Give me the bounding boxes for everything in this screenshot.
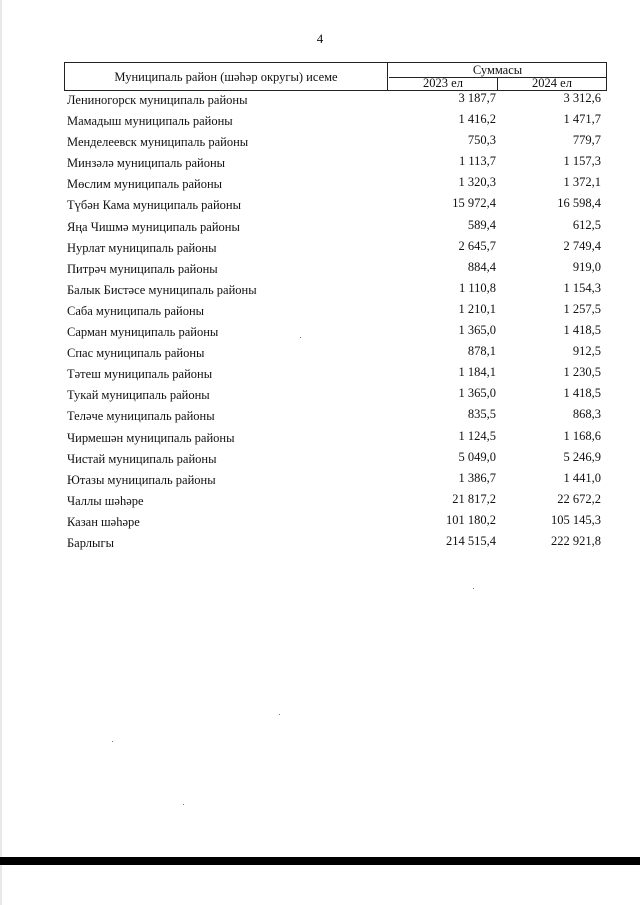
- row-value-2023: 1 320,3: [458, 175, 496, 190]
- row-value-2024: 22 672,2: [557, 491, 601, 506]
- row-value-2024: 1 257,5: [563, 301, 601, 316]
- row-value-2023: 835,5: [467, 407, 496, 422]
- row-value-2023: 3 187,7: [458, 91, 496, 105]
- table-row: [0, 153, 640, 174]
- row-value-2023: 1 386,7: [458, 470, 496, 485]
- row-value-2023: 214 515,4: [446, 533, 496, 548]
- row-value-2023: 884,4: [467, 259, 496, 274]
- table-row: [0, 280, 640, 301]
- row-value-2024: 1 168,6: [563, 428, 601, 443]
- table-row: [0, 238, 640, 259]
- scan-speck: [300, 337, 301, 338]
- row-value-2024: 1 471,7: [563, 112, 601, 127]
- row-value-2023: 878,1: [467, 344, 496, 359]
- row-value-2024: 16 598,4: [557, 196, 601, 211]
- row-value-2023: 1 113,7: [458, 154, 496, 169]
- row-value-2023: 5 049,0: [458, 449, 496, 464]
- row-name: Ютазы муниципаль районы: [67, 472, 216, 487]
- row-name: Лениногорск муниципаль районы: [67, 93, 248, 107]
- table-row: [0, 449, 640, 470]
- table-row: [0, 111, 640, 132]
- row-value-2024: 1 230,5: [563, 365, 601, 380]
- row-value-2024: 1 372,1: [563, 175, 601, 190]
- row-value-2023: 1 365,0: [458, 323, 496, 338]
- row-name: Теләче муниципаль районы: [67, 409, 215, 424]
- row-name: Мөслим муниципаль районы: [67, 177, 223, 192]
- row-value-2024: 612,5: [572, 217, 601, 232]
- row-value-2023: 589,4: [467, 217, 496, 232]
- row-value-2023: 15 972,4: [452, 196, 496, 211]
- row-value-2024: 912,5: [572, 344, 601, 359]
- row-name: Минзәлә муниципаль районы: [67, 156, 226, 171]
- table-row: [0, 470, 640, 491]
- row-name: Тукай муниципаль районы: [67, 388, 210, 403]
- row-name: Спас муниципаль районы: [67, 346, 205, 361]
- table-row: [0, 512, 640, 533]
- row-value-2023: 750,3: [467, 133, 496, 148]
- row-value-2024: 1 418,5: [563, 386, 601, 401]
- row-name: Чистай муниципаль районы: [67, 451, 217, 466]
- row-name: Нурлат муниципаль районы: [67, 240, 217, 255]
- total-row: [0, 533, 640, 554]
- scan-speck: [183, 804, 184, 805]
- row-value-2024: 222 921,8: [551, 533, 601, 548]
- header-year-2024: 2024 ел: [532, 76, 572, 90]
- row-name: Барлыгы: [67, 535, 114, 550]
- row-value-2024: 1 154,3: [563, 280, 601, 295]
- row-value-2023: 2 645,7: [458, 238, 496, 253]
- row-value-2024: 105 145,3: [551, 512, 601, 527]
- row-name: Сарман муниципаль районы: [67, 325, 219, 340]
- table-row: [0, 90, 640, 111]
- row-name: Түбән Кама муниципаль районы: [67, 198, 241, 213]
- row-value-2023: 101 180,2: [446, 512, 496, 527]
- row-name: Казан шәһәре: [67, 514, 140, 529]
- row-value-2024: 1 418,5: [563, 323, 601, 338]
- row-value-2024: 779,7: [572, 133, 601, 148]
- header-name-column: Муниципаль район (шәһәр округы) исеме: [65, 63, 388, 90]
- row-value-2024: 919,0: [572, 259, 601, 274]
- table-row: [0, 428, 640, 449]
- row-value-2024: 3 312,6: [563, 91, 601, 105]
- table-row: [0, 195, 640, 216]
- row-value-2023: 1 210,1: [458, 301, 496, 316]
- table-row: [0, 385, 640, 406]
- table-row: [0, 343, 640, 364]
- row-name: Питрәч муниципаль районы: [67, 261, 218, 276]
- row-value-2023: 1 184,1: [458, 365, 496, 380]
- table-row: [0, 406, 640, 427]
- row-name: Тәтеш муниципаль районы: [67, 367, 213, 382]
- scan-speck: [112, 741, 113, 742]
- row-name: Мамадыш муниципаль районы: [67, 114, 233, 129]
- row-value-2024: 2 749,4: [563, 238, 601, 253]
- row-name: Балык Бистәсе муниципаль районы: [67, 282, 257, 297]
- table-row: [0, 322, 640, 343]
- row-name: Яңа Чишмә муниципаль районы: [67, 219, 240, 234]
- row-value-2024: 1 157,3: [563, 154, 601, 169]
- page-number: 4: [316, 31, 324, 46]
- scan-bottom-edge: [0, 857, 640, 865]
- table-row: [0, 217, 640, 238]
- row-value-2023: 1 110,8: [458, 280, 496, 295]
- row-name: Чаллы шәһәре: [67, 493, 144, 508]
- row-name: Саба муниципаль районы: [67, 303, 205, 318]
- table-body: [0, 90, 640, 554]
- table-row: [0, 491, 640, 512]
- header-sum-column: Суммасы: [389, 63, 606, 78]
- row-value-2023: 1 416,2: [458, 112, 496, 127]
- scan-speck: [473, 588, 474, 589]
- row-value-2024: 1 441,0: [563, 470, 601, 485]
- table-row: [0, 364, 640, 385]
- row-value-2023: 1 365,0: [458, 386, 496, 401]
- row-value-2023: 21 817,2: [452, 491, 496, 506]
- table-header: [64, 62, 607, 91]
- table-row: [0, 174, 640, 195]
- table-row: [0, 132, 640, 153]
- header-year-2023: 2023 ел: [389, 77, 498, 90]
- row-value-2024: 868,3: [572, 407, 601, 422]
- scan-speck: [279, 714, 280, 715]
- table-row: [0, 259, 640, 280]
- row-name: Чирмешән муниципаль районы: [67, 430, 235, 445]
- row-name: Менделеевск муниципаль районы: [67, 135, 249, 150]
- table-row: [0, 301, 640, 322]
- row-value-2024: 5 246,9: [563, 449, 601, 464]
- row-value-2023: 1 124,5: [458, 428, 496, 443]
